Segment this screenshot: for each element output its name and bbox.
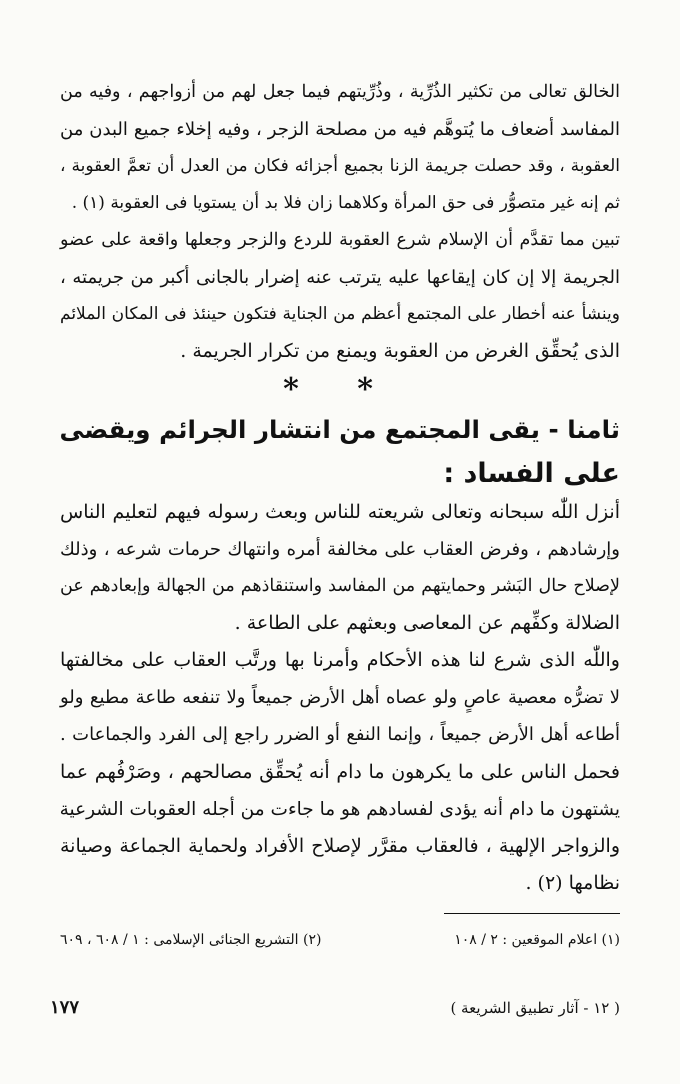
text-line: أنزل اللّٰه سبحانه وتعالى شريعته للناس وبعث رسوله فيهم لتعليم الناس	[60, 501, 620, 523]
section-separator: * *	[283, 372, 397, 407]
paragraph-4	[60, 642, 620, 753]
paragraph-3	[60, 494, 620, 642]
paragraph-1	[60, 74, 620, 222]
text-line: واللّٰه الذى شرع لنا هذه الأحكام وأمرنا بها ورتَّب العقاب على مخالفتها	[60, 649, 620, 671]
text-line: يشتهون ما دام أنه يؤدى لفسادهم هو ما جاءت من أجله العقوبات الشرعية	[59, 799, 620, 820]
paragraph-5	[60, 754, 620, 902]
text-line: نظامها (٢) .	[525, 872, 620, 894]
text-line: الضلالة وكفِّهم عن المعاصى وبعثهم على الطاعة .	[234, 612, 620, 634]
text-line: المفاسد أضعاف ما يُتوهَّم فيه من مصلحة الزجر ، وفيه إخلاء جميع البدن من	[60, 119, 620, 140]
running-head: ( ١٢ - آثار تطبيق الشريعة )	[450, 999, 620, 1017]
text-line: فحمل الناس على ما يكرهون ما دام أنه يُحقِّق مصالحهم ، وصَرْفُهم عما	[60, 761, 620, 783]
text-line: أطاعه أهل الأرض جميعاً ، وإنما النفع أو الضرر راجع إلى الفرد والجماعات .	[60, 724, 620, 745]
footnote-divider	[444, 913, 620, 914]
text-line: العقوبة ، وقد حصلت جريمة الزنا بجميع أجزائه فكان من العدل أن تعمَّ العقوبة ،	[60, 156, 620, 176]
footnote-2: (٢) التشريع الجنائى الإسلامى : ١ / ٦٠٨ ، ٦٠٩	[60, 932, 322, 948]
heading-line: على الفساد :	[443, 458, 620, 489]
text-line: لا تضرُّه معصية عاصٍ ولو عصاه أهل الأرض جميعاً ولا تنفعه طاعة مطيع ولو	[60, 687, 620, 708]
text-line: الجريمة إلا إن كان إيقاعها عليه يترتب عنه إضرار بالجانى أكبر من جريمته ،	[60, 267, 620, 288]
text-line: لإصلاح حال البَشر وحمايتهم من المفاسد واستنقاذهم من الجهالة وإبعادهم عن	[60, 576, 620, 596]
text-line: الذى يُحقِّق الغرض من العقوبة ويمنع من تكرار الجريمة .	[180, 340, 620, 362]
text-line: ثم إنه غير متصوُّر فى حق المرأة وكلاهما زان فلا بد أن يستويا فى العقوبة (١) .	[71, 193, 620, 213]
text-line: تبين مما تقدَّم أن الإسلام شرع العقوبة للردع والزجر وجعلها واقعة على عضو	[60, 230, 620, 250]
heading-line: ثامنا - يقى المجتمع من انتشار الجرائم ويقضى	[59, 415, 620, 444]
text-line: الخالق تعالى من تكثير الذُرِّية ، وذُرِّيتهم فيما جعل لهم من أزواجهم ، وفيه من	[60, 82, 620, 102]
text-line: وينشأ عنه أخطار على المجتمع أعظم من الجناية فتكون حينئذ فى المكان الملائم	[60, 304, 620, 324]
section-heading	[60, 408, 620, 496]
paragraph-2	[60, 222, 620, 370]
footnote-1: (١) اعلام الموقعين : ٢ / ١٠٨	[454, 932, 620, 948]
text-line: وإرشادهم ، وفرض العقاب على مخالفة أمره وانتهاك حرمات شرعه ، وذلك	[60, 539, 620, 560]
page-number: ١٧٧	[50, 997, 80, 1018]
text-line: والزواجر الإلهية ، فالعقاب مقرَّر لإصلاح الأفراد ولحماية الجماعة وصيانة	[60, 835, 620, 857]
